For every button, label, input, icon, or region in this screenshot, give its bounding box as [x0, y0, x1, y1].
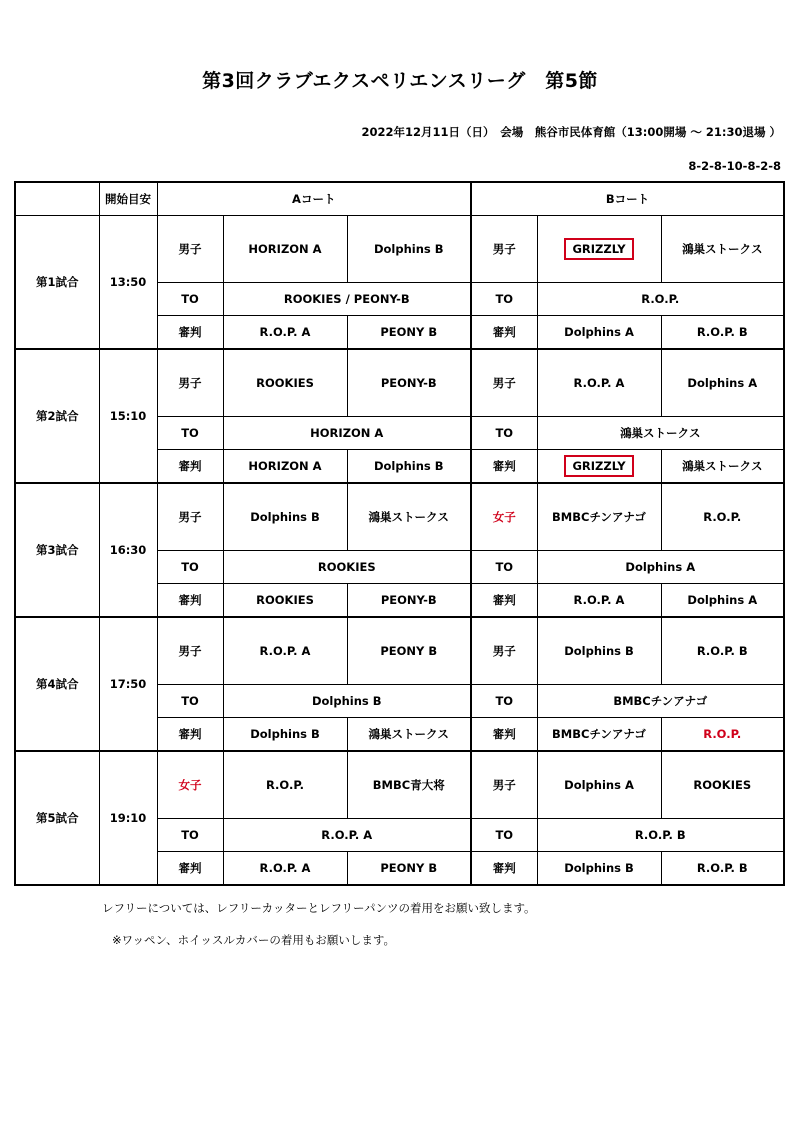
court-b-to-label: TO [471, 551, 537, 584]
header-blank [15, 182, 99, 216]
court-a-to-label: TO [157, 685, 223, 718]
court-a-to-team: ROOKIES [223, 551, 471, 584]
header-court-b: Bコート [471, 182, 784, 216]
note-referee-attire: レフリーについては、レフリーカッターとレフリーパンツの着用をお願い致します。 [102, 901, 536, 915]
court-b-team2: R.O.P. [661, 483, 784, 551]
game-name: 第4試合 [15, 617, 99, 751]
court-b-referee2: R.O.P. [661, 718, 784, 752]
court-b-referee1: BMBCチンアナゴ [537, 718, 661, 752]
court-b-category: 男子 [471, 216, 537, 283]
court-b-to-label: TO [471, 417, 537, 450]
court-b-category: 女子 [471, 483, 537, 551]
header-start-time: 開始目安 [99, 182, 157, 216]
court-b-to-label: TO [471, 685, 537, 718]
court-a-to-label: TO [157, 283, 223, 316]
event-info: 2022年12月11日（日） 会場 熊谷市民体育館（13:00開場 〜 21:30退場 ） [361, 125, 781, 139]
court-b-referee1: R.O.P. A [537, 584, 661, 618]
court-b-to-team: R.O.P. [537, 283, 784, 316]
court-b-referee-label: 審判 [471, 316, 537, 350]
table-row [15, 483, 784, 551]
court-b-to-label: TO [471, 283, 537, 316]
court-b-category: 男子 [471, 349, 537, 417]
court-a-to-team: R.O.P. A [223, 819, 471, 852]
court-b-referee2: 鴻巣ストークス [661, 450, 784, 484]
court-a-team2: BMBC青大将 [347, 751, 471, 819]
court-a-referee1: HORIZON A [223, 450, 347, 484]
schedule-table [14, 181, 785, 886]
game-name: 第2試合 [15, 349, 99, 483]
court-a-category: 男子 [157, 483, 223, 551]
court-a-to-label: TO [157, 551, 223, 584]
game-start-time: 15:10 [99, 349, 157, 483]
table-row [15, 349, 784, 417]
court-a-category: 男子 [157, 349, 223, 417]
table-header-row [15, 182, 784, 216]
table-row [15, 216, 784, 283]
page-title: 第3回クラブエクスペリエンスリーグ 第5節 [202, 70, 598, 92]
court-a-to-team: ROOKIES / PEONY-B [223, 283, 471, 316]
court-a-referee2: 鴻巣ストークス [347, 718, 471, 752]
court-b-referee2: Dolphins A [661, 584, 784, 618]
table-row [15, 751, 784, 819]
court-b-team1 [537, 216, 661, 283]
court-a-to-label: TO [157, 819, 223, 852]
court-b-category: 男子 [471, 617, 537, 685]
court-a-referee1: R.O.P. A [223, 316, 347, 350]
court-a-team2: PEONY-B [347, 349, 471, 417]
court-a-team2: Dolphins B [347, 216, 471, 283]
court-a-referee-label: 審判 [157, 450, 223, 484]
court-b-category: 男子 [471, 751, 537, 819]
court-b-referee-label: 審判 [471, 450, 537, 484]
court-a-referee2: Dolphins B [347, 450, 471, 484]
game-start-time: 19:10 [99, 751, 157, 885]
court-b-team2: ROOKIES [661, 751, 784, 819]
court-a-referee1: ROOKIES [223, 584, 347, 618]
court-b-referee-label: 審判 [471, 852, 537, 886]
game-start-time: 17:50 [99, 617, 157, 751]
court-a-to-label: TO [157, 417, 223, 450]
court-b-referee1: Dolphins A [537, 316, 661, 350]
court-b-team2: 鴻巣ストークス [661, 216, 784, 283]
court-b-team1: R.O.P. A [537, 349, 661, 417]
court-a-referee-label: 審判 [157, 718, 223, 752]
court-a-team1: Dolphins B [223, 483, 347, 551]
court-b-referee2: R.O.P. B [661, 316, 784, 350]
court-a-referee1: R.O.P. A [223, 852, 347, 886]
court-b-team1: BMBCチンアナゴ [537, 483, 661, 551]
court-b-referee-label: 審判 [471, 718, 537, 752]
game-name: 第5試合 [15, 751, 99, 885]
court-a-category: 女子 [157, 751, 223, 819]
court-a-category: 男子 [157, 216, 223, 283]
court-a-team1: HORIZON A [223, 216, 347, 283]
court-b-referee1-highlight: GRIZZLY [564, 455, 633, 477]
court-b-to-team: 鴻巣ストークス [537, 417, 784, 450]
court-b-team1: Dolphins B [537, 617, 661, 685]
court-b-referee2: R.O.P. B [661, 852, 784, 886]
court-b-team1-highlight: GRIZZLY [564, 238, 633, 260]
court-a-referee2: PEONY B [347, 316, 471, 350]
table-row [15, 617, 784, 685]
court-a-to-team: HORIZON A [223, 417, 471, 450]
court-b-referee1: Dolphins B [537, 852, 661, 886]
court-b-team2: Dolphins A [661, 349, 784, 417]
note-patch-whistle: ※ワッペン、ホイッスルカバーの着用もお願いします。 [112, 933, 395, 947]
court-b-referee1 [537, 450, 661, 484]
game-name: 第1試合 [15, 216, 99, 350]
court-a-team2: 鴻巣ストークス [347, 483, 471, 551]
court-a-team1: R.O.P. [223, 751, 347, 819]
court-a-team2: PEONY B [347, 617, 471, 685]
game-start-time: 13:50 [99, 216, 157, 350]
court-a-referee-label: 審判 [157, 316, 223, 350]
court-b-referee-label: 審判 [471, 584, 537, 618]
game-name: 第3試合 [15, 483, 99, 617]
court-a-referee-label: 審判 [157, 852, 223, 886]
court-a-referee1: Dolphins B [223, 718, 347, 752]
game-start-time: 16:30 [99, 483, 157, 617]
court-b-team2: R.O.P. B [661, 617, 784, 685]
court-b-to-team: Dolphins A [537, 551, 784, 584]
court-b-to-team: BMBCチンアナゴ [537, 685, 784, 718]
court-a-team1: ROOKIES [223, 349, 347, 417]
court-b-to-team: R.O.P. B [537, 819, 784, 852]
court-a-referee-label: 審判 [157, 584, 223, 618]
court-a-referee2: PEONY B [347, 852, 471, 886]
header-court-a: Aコート [157, 182, 471, 216]
court-a-category: 男子 [157, 617, 223, 685]
schedule-code: 8-2-8-10-8-2-8 [688, 159, 781, 173]
court-a-to-team: Dolphins B [223, 685, 471, 718]
court-b-to-label: TO [471, 819, 537, 852]
court-a-team1: R.O.P. A [223, 617, 347, 685]
court-b-team1: Dolphins A [537, 751, 661, 819]
court-a-referee2: PEONY-B [347, 584, 471, 618]
